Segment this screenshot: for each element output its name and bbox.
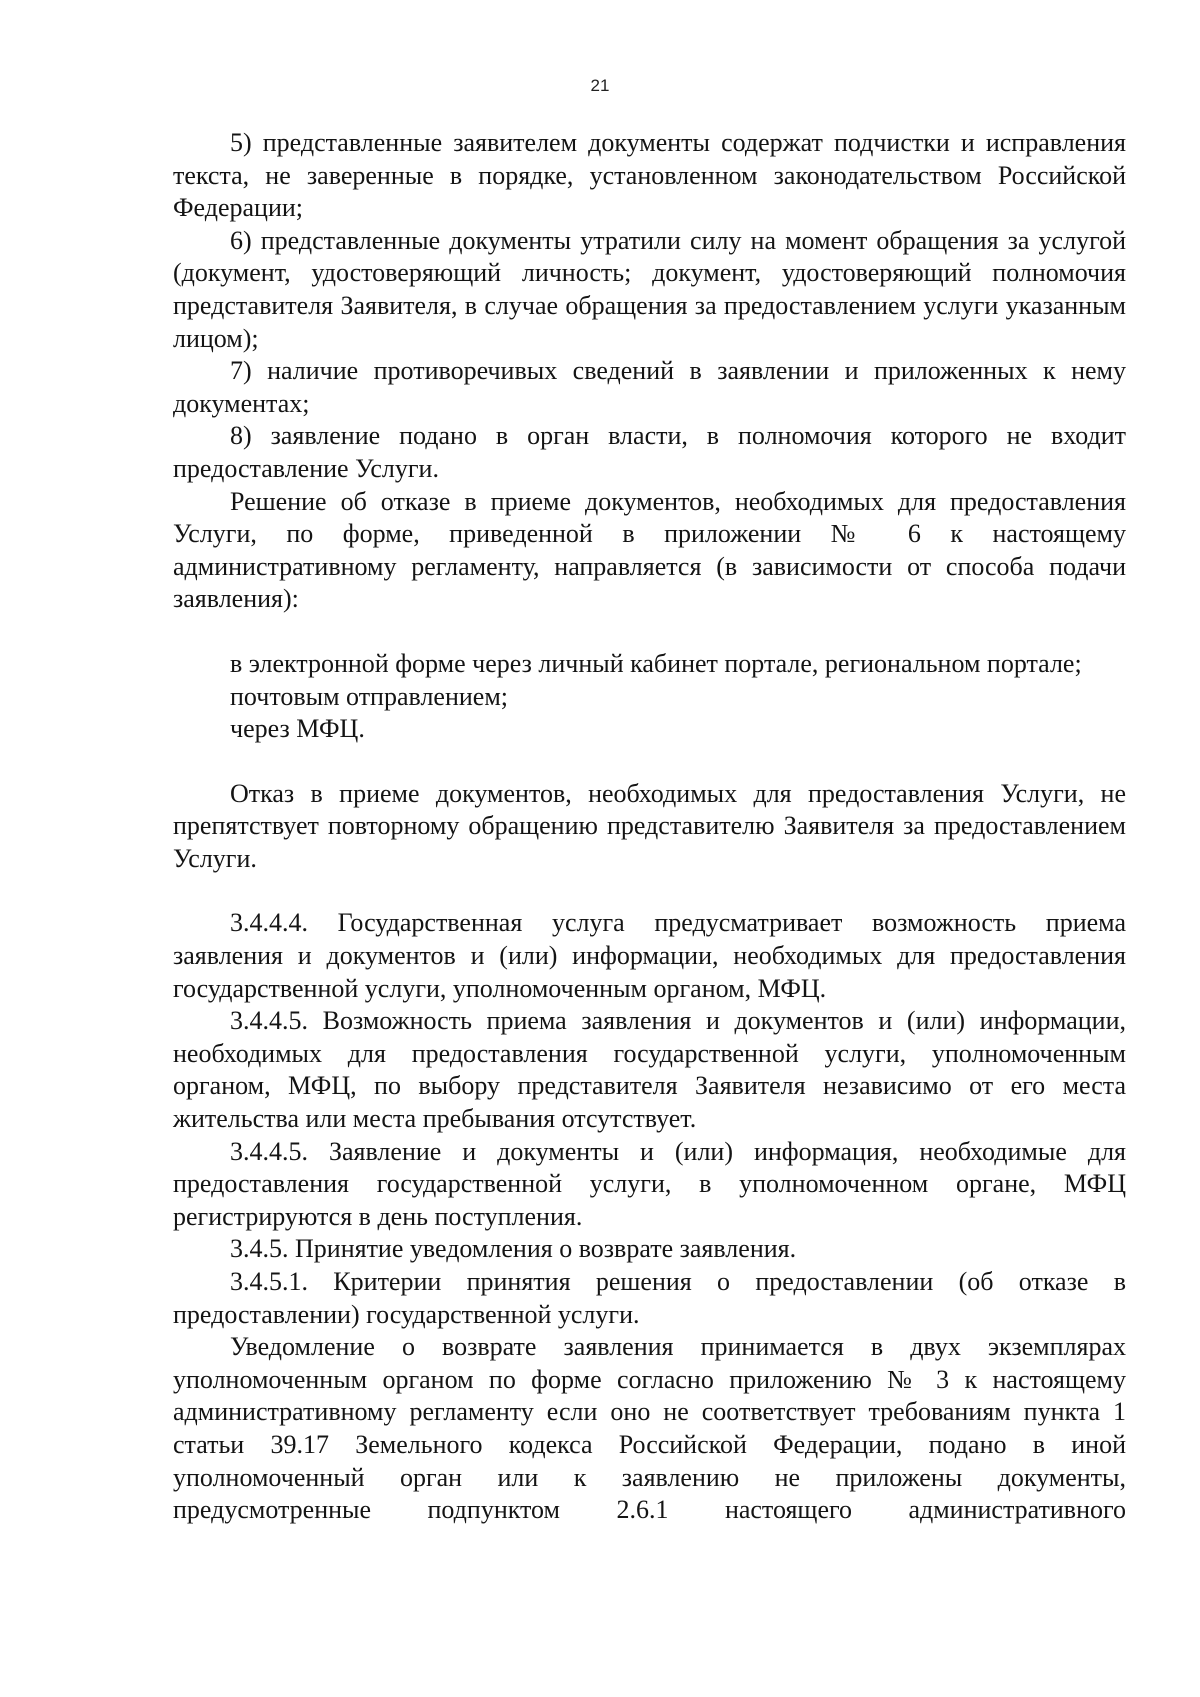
paragraph-3-4-5-1: 3.4.5.1. Критерии принятия решения о предоставлении (об отказе в предоставлении) государственной услуги. — [173, 1267, 1126, 1329]
paragraph-3-4-5: 3.4.5. Принятие уведомления о возврате заявления. — [230, 1234, 797, 1264]
paragraph-item-5: 5) представленные заявителем документы содержат подчистки и исправления текста, не заверенные в порядке, установленном законодательством Российской Федерации; — [173, 128, 1126, 223]
paragraph-refusal-decision: Решение об отказе в приеме документов, необходимых для предоставления Услуги, по форме, приведенной в приложении № 6 к настоящему административному регламенту, направляется (в зависимости от способа подачи заявления): — [173, 486, 1126, 614]
delivery-option-electronic: в электронной форме через личный кабинет портале, региональном портале; — [230, 648, 1082, 678]
delivery-option-post: почтовым отправлением; — [230, 681, 509, 711]
spacer — [173, 746, 1126, 778]
spacer — [173, 616, 1126, 648]
paragraph-3-4-4-5-a: 3.4.4.5. Возможность приема заявления и документов и (или) информации, необходимых для предоставления государственной услуги, уполномоченным органом, МФЦ, по выбору представителя Заявителя независимо от его места жительства или места пребывания отсутствует. — [173, 1006, 1126, 1134]
paragraph-item-7: 7) наличие противоречивых сведений в заявлении и приложенных к нему документах; — [173, 356, 1126, 418]
page-number: 21 — [590, 76, 610, 95]
delivery-option-mfc: через МФЦ. — [230, 714, 365, 744]
paragraph-return-notice: Уведомление о возврате заявления принимается в двух экземплярах уполномоченным органом по форме согласно приложению № 3 к настоящему административному регламенту если оно не соответствует требованиям пункта 1 статьи 39.17 Земельного кодекса Российской Федерации, подано в иной уполномоченный орган или к заявлению не приложены документы, предусмотренные подпунктом 2.6.1 настоящего административного — [173, 1332, 1126, 1525]
paragraph-3-4-4-4: 3.4.4.4. Государственная услуга предусматривает возможность приема заявления и документов и (или) информации, необходимых для предоставления государственной услуги, уполномоченным органом, МФЦ. — [173, 908, 1126, 1003]
document-body — [173, 127, 1126, 1527]
paragraph-refusal-no-obstacle: Отказ в приеме документов, необходимых для предоставления Услуги, не препятствует повторному обращению представителю Заявителя за предоставлением Услуги. — [173, 778, 1126, 873]
spacer — [173, 875, 1126, 907]
paragraph-3-4-4-5-b: 3.4.4.5. Заявление и документы и (или) информация, необходимые для предоставления государственной услуги, в уполномоченном органе, МФЦ регистрируются в день поступления. — [173, 1136, 1126, 1231]
paragraph-item-8: 8) заявление подано в орган власти, в полномочия которого не входит предоставление Услуги. — [173, 421, 1126, 483]
paragraph-item-6: 6) представленные документы утратили силу на момент обращения за услугой (документ, удостоверяющий личность; документ, удостоверяющий полномочия представителя Заявителя, в случае обращения за предоставлением услуги указанным лицом); — [173, 225, 1126, 353]
